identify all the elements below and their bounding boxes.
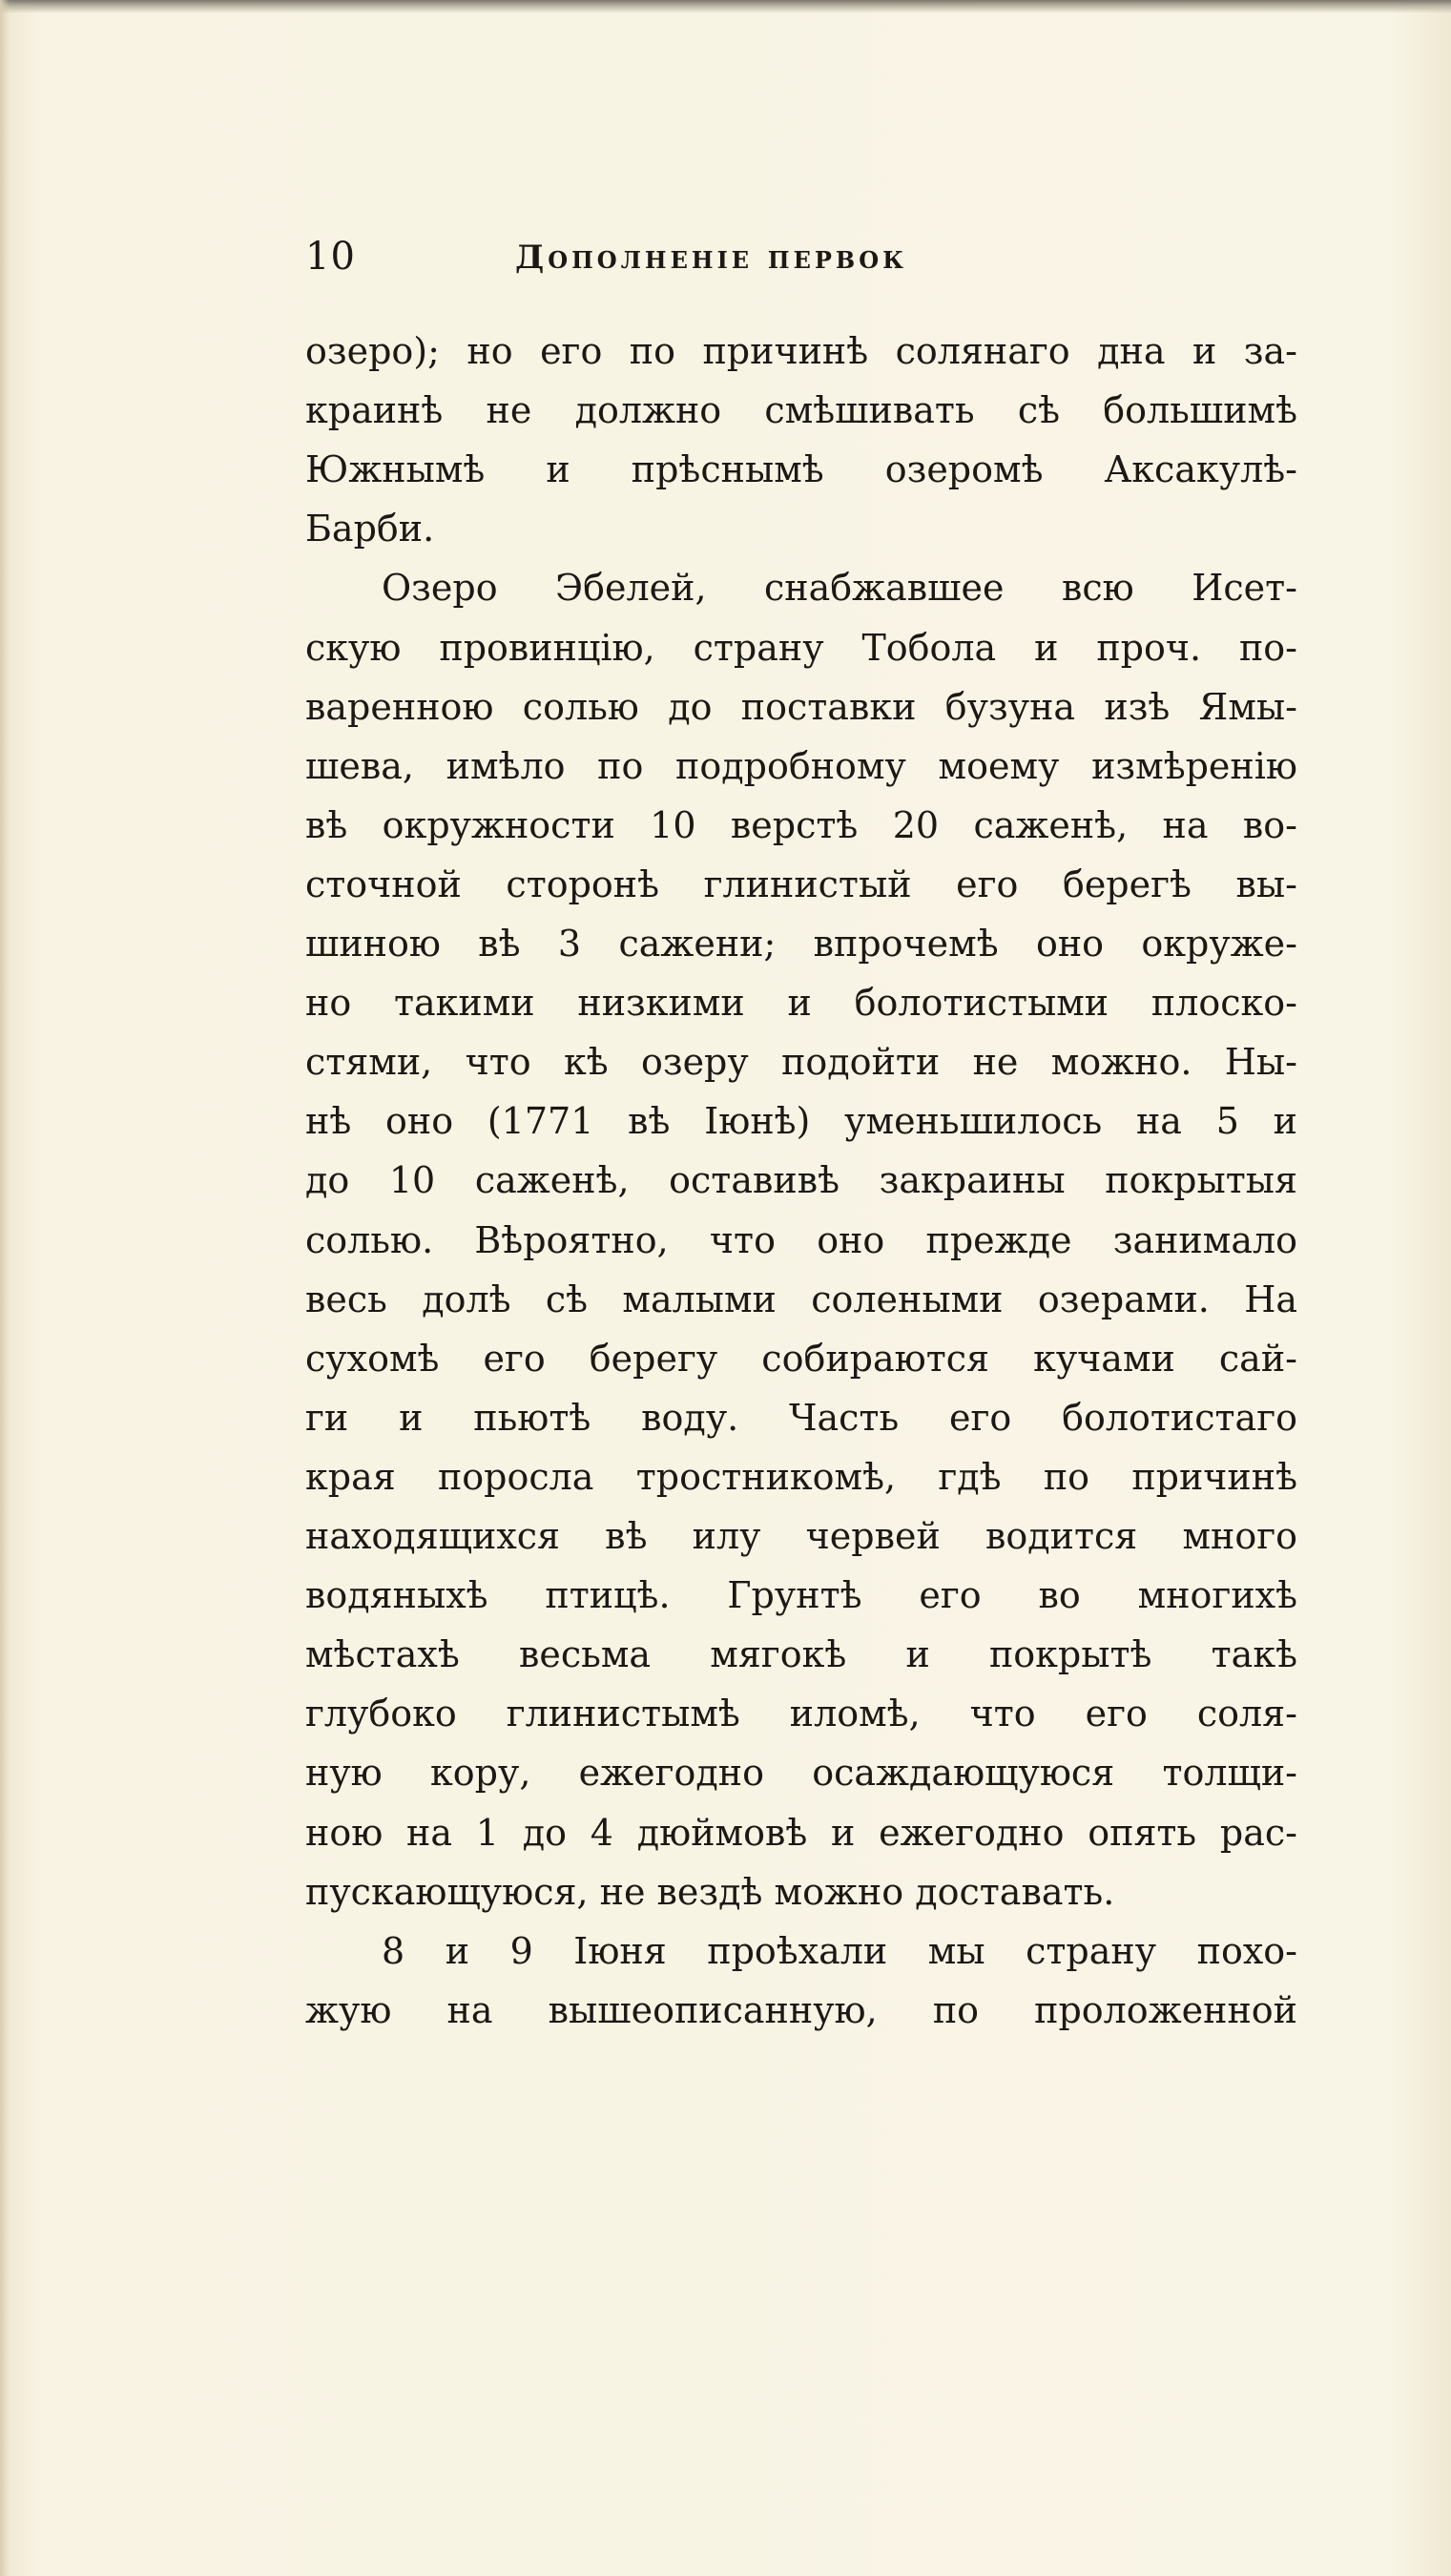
text-line: глубоко глинистымѣ иломѣ, что его соля- (305, 1693, 1297, 1735)
text-line: жую на вышеописанную, по проложенной (305, 1988, 1297, 2031)
text-line: озеро); но его по причинѣ солянаго дна и за- (305, 330, 1297, 372)
text-line: находящихся вѣ илу червей водится много (305, 1515, 1297, 1557)
page-top-edge (0, 0, 1451, 13)
text-line: нѣ оно (1771 вѣ Іюнѣ) уменьшилось на 5 и (305, 1100, 1297, 1143)
text-line: водяныхѣ птицѣ. Грунтѣ его во многихѣ (305, 1574, 1297, 1617)
text-line: сточной сторонѣ глинистый его берегѣ вы- (305, 862, 1297, 905)
text-line: ною на 1 до 4 дюймовѣ и ежегодно опять рас- (305, 1811, 1297, 1854)
text-line: Южнымѣ и прѣснымѣ озеромѣ Аксакулѣ- (305, 448, 1297, 491)
text-line: ную кору, ежегодно осаждающуюся толщи- (305, 1752, 1297, 1795)
page-number: 10 (305, 235, 356, 279)
running-title: Дополненіе первок (515, 239, 907, 277)
text-line: но такими низкими и болотистыми плоско- (305, 982, 1297, 1025)
page-left-edge (0, 0, 10, 2576)
text-line: пускающуюся, не вездѣ можно доставать. (305, 1870, 1115, 1913)
text-line: шиною вѣ 3 сажени; впрочемѣ оно окруже- (305, 923, 1297, 965)
text-line: 8 и 9 Іюня проѣхали мы страну похо- (382, 1929, 1297, 1972)
text-line: мѣстахѣ весьма мягокѣ и покрытѣ такѣ (305, 1633, 1297, 1676)
text-line: Барби. (305, 508, 435, 551)
text-line: солью. Вѣроятно, что оно прежде занимало (305, 1218, 1297, 1261)
text-line: стями, что кѣ озеру подойти не можно. Ны- (305, 1041, 1297, 1084)
page-header (305, 235, 1088, 282)
text-line: сухомѣ его берегу собираются кучами сай- (305, 1337, 1297, 1380)
text-line: ги и пьютѣ воду. Часть его болотистаго (305, 1396, 1297, 1439)
text-line: шева, имѣло по подробному моему измѣренію (305, 744, 1297, 787)
text-line: весь долѣ сѣ малыми солеными озерами. На (305, 1278, 1297, 1320)
text-line: до 10 саженѣ, оставивѣ закраины покрытыя (305, 1159, 1297, 1202)
text-line: вѣ окружности 10 верстѣ 20 саженѣ, на во- (305, 803, 1297, 846)
text-line: краинѣ не должно смѣшивать сѣ большимѣ (305, 389, 1297, 432)
text-line: скую провинцію, страну Тобола и проч. по- (305, 626, 1297, 669)
text-line: варенною солью до поставки бузуна изѣ Ямы- (305, 685, 1297, 728)
text-line: края поросла тростникомѣ, гдѣ по причинѣ (305, 1455, 1297, 1498)
text-line: Озеро Эбелей, снабжавшее всю Исет- (382, 567, 1297, 610)
